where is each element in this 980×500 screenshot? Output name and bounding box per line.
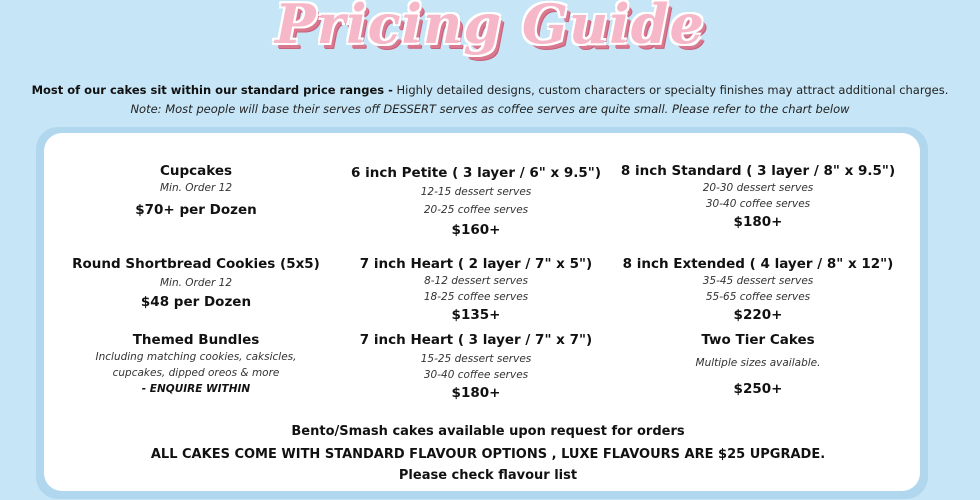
item-name: 8 inch Extended ( 4 layer / 8" x 12") — [622, 256, 894, 272]
item-name: Themed Bundles — [132, 332, 260, 348]
item-coffee-serves: 18-25 coffee serves — [423, 291, 529, 303]
item-price: $180+ — [451, 385, 501, 401]
item-name: Two Tier Cakes — [701, 332, 815, 348]
cupcakes-item — [46, 162, 346, 220]
item-name: Cupcakes — [159, 163, 233, 179]
item-dessert-serves: 20-30 dessert serves — [702, 182, 814, 194]
bundles-item — [46, 331, 346, 397]
flavour-note: ALL CAKES COME WITH STANDARD FLAVOUR OPTIONS , LUXE FLAVOURS ARE $25 UPGRADE. — [150, 447, 826, 462]
item-coffee-serves: 30-40 coffee serves — [705, 198, 811, 210]
item-name: 7 inch Heart ( 3 layer / 7" x 7") — [359, 332, 593, 348]
item-coffee-serves: 30-40 coffee serves — [423, 369, 529, 381]
intro-bold-text: Most of our cakes sit within our standard price ranges - — [31, 83, 393, 97]
item-name: Round Shortbread Cookies (5x5) — [72, 256, 320, 272]
flavour-list-note: Please check flavour list — [398, 468, 578, 483]
item-sizes: Multiple sizes available. — [695, 357, 821, 369]
item-dessert-serves: 35-45 dessert serves — [702, 275, 814, 287]
item-min-order: Min. Order 12 — [159, 182, 233, 194]
item-price: $220+ — [733, 307, 783, 323]
item-name: 7 inch Heart ( 2 layer / 7" x 5") — [359, 256, 593, 272]
item-enquire: - ENQUIRE WITHIN — [141, 383, 251, 395]
page-title: Pricing Guide — [275, 0, 705, 56]
item-min-order: Min. Order 12 — [159, 277, 233, 289]
item-price: $70+ per Dozen — [135, 202, 257, 218]
item-price: $250+ — [733, 381, 783, 397]
item-desc-line2: cupcakes, dipped oreos & more — [112, 367, 280, 379]
standard8-item — [608, 162, 908, 232]
item-name: 8 inch Standard ( 3 layer / 8" x 9.5") — [620, 163, 896, 179]
item-price: $48 per Dozen — [140, 294, 252, 310]
item-coffee-serves: 55-65 coffee serves — [705, 291, 811, 303]
petite6-item — [326, 164, 626, 240]
item-name: 6 inch Petite ( 3 layer / 6" x 9.5") — [351, 165, 601, 181]
item-dessert-serves: 15-25 dessert serves — [420, 353, 532, 365]
item-dessert-serves: 8-12 dessert serves — [424, 275, 528, 287]
item-price: $180+ — [733, 214, 783, 230]
heart7-2layer-item — [326, 255, 626, 325]
shortbread-item — [46, 255, 346, 312]
item-price: $135+ — [451, 307, 501, 323]
intro-rest-text: Highly detailed designs, custom characters or specialty finishes may attract additional charges. — [392, 83, 949, 97]
extended8-item — [608, 255, 908, 325]
item-dessert-serves: 12-15 dessert serves — [420, 186, 532, 198]
two-tier-item — [608, 331, 908, 399]
heart7-3layer-item — [326, 331, 626, 403]
serves-note: Note: Most people will base their serves off DESSERT serves as coffee serves are quite small. Please refer to the chart below — [130, 102, 850, 116]
item-price: $160+ — [451, 222, 501, 238]
intro-text — [0, 82, 980, 98]
item-desc-line1: Including matching cookies, caksicles, — [95, 351, 297, 363]
bento-note: Bento/Smash cakes available upon request for orders — [291, 424, 685, 439]
item-coffee-serves: 20-25 coffee serves — [423, 204, 529, 216]
